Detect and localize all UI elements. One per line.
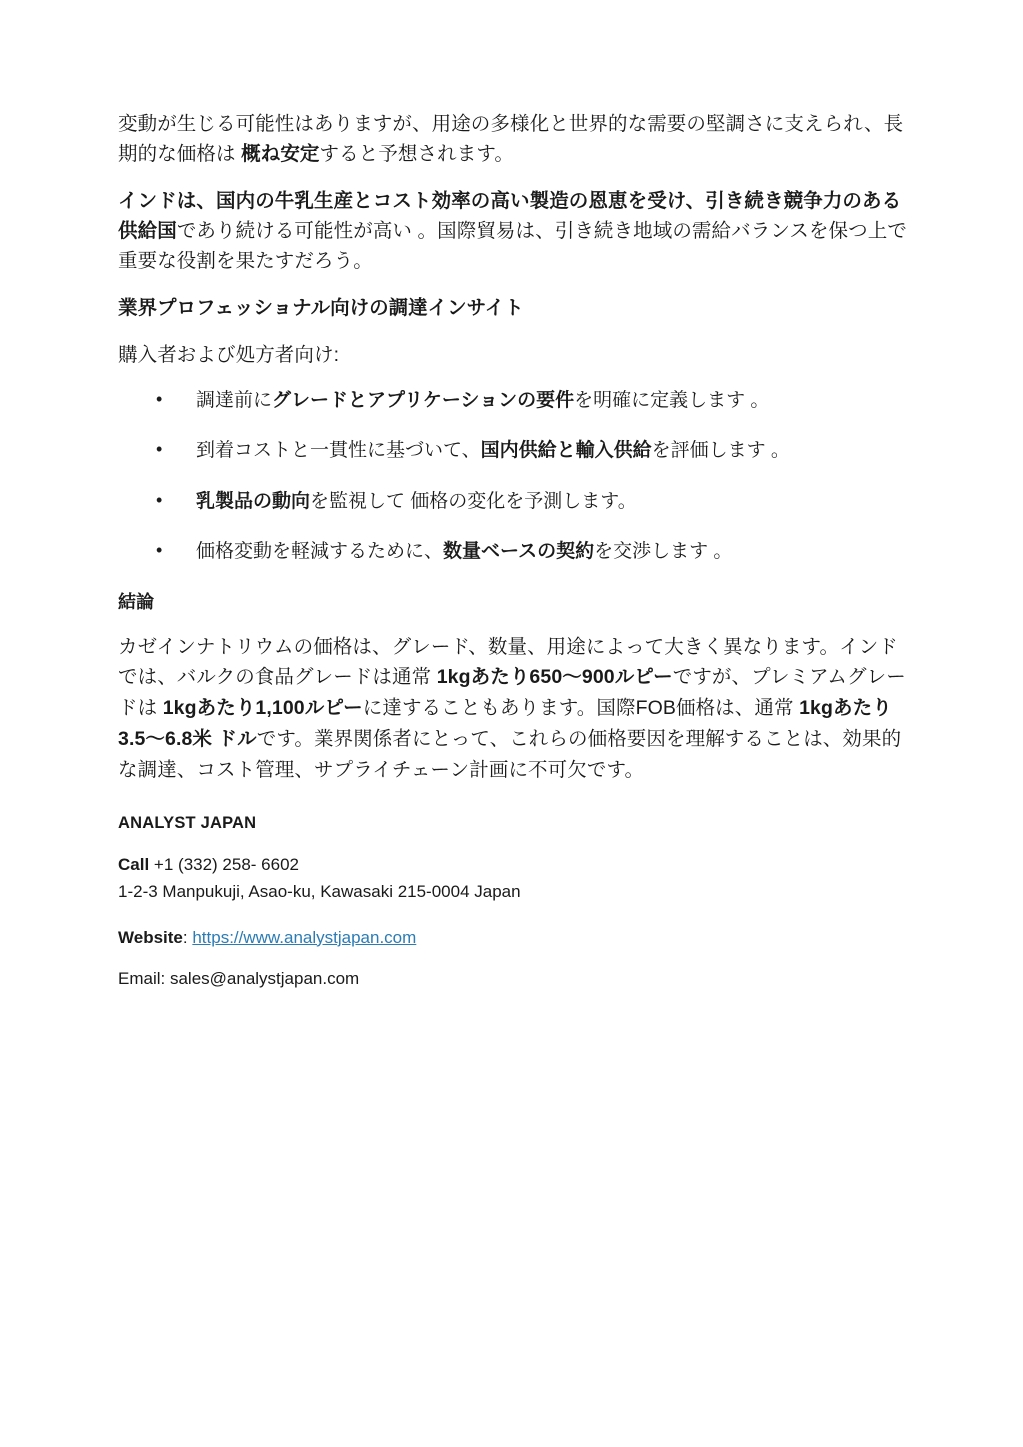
bullet-1-text-b: を明確に定義します 。 (574, 389, 770, 411)
bullet-1-bold-a: グレードとアプリケーションの要件 (272, 389, 575, 411)
conclusion-bold-a: 1kgあたり650〜900ルピー (436, 666, 673, 689)
subheading-buyers: 購入者および処方者向け: (118, 344, 340, 367)
paragraph-conclusion (118, 632, 908, 786)
postal-address: 1-2-3 Manpukuji, Asao-ku, Kawasaki 215-0004 Japan (118, 882, 521, 902)
paragraph-1-text-b: すると予想されます。 (319, 142, 514, 165)
bullet-3-text-b: を監視して 価格の変化を予測します。 (310, 490, 637, 512)
contact-email (118, 969, 908, 989)
paragraph-1-text-a: 変動が生じる可能性はありますが、用途の多様化と世界的な需要の堅調さに支えられ、長期的な価格は (118, 113, 904, 165)
website-link[interactable]: https://www.analystjapan.com (192, 927, 417, 947)
conclusion-text-c: に達することもあります。国際FOB価格は、通常 (362, 697, 800, 720)
bullet-3-bold-a: 乳製品の動向 (196, 490, 311, 512)
company-name: ANALYST JAPAN (118, 813, 257, 832)
list-item (118, 387, 908, 416)
conclusion-text-d: です。業界関係者にとって、これらの価格要因を理解することは、効果的な調達、コスト管理、サプライチェーン計画に不可欠です。 (118, 728, 902, 781)
bullet-4-text-b: を交渉します 。 (594, 541, 733, 563)
phone-number: +1 (332) 258- 6602 (153, 854, 300, 874)
list-item (118, 488, 908, 517)
contact-website (118, 924, 908, 952)
paragraph-1-bold-a: 概ね安定 (241, 142, 320, 165)
list-item (118, 538, 908, 567)
bullet-2-text-b: を評価します 。 (651, 440, 790, 462)
bullet-1-text-a: 調達前に (196, 389, 273, 411)
email-address: sales@analystjapan.com (169, 969, 360, 989)
conclusion-text-b: ですが、プレミアムグレードは (118, 666, 906, 720)
email-label: Email: (118, 969, 166, 989)
contact-phone-address (118, 851, 908, 906)
paragraph-india-supply (118, 187, 908, 276)
bullet-4-text-a: 価格変動を軽減するために、 (196, 541, 444, 563)
paragraph-market-outlook (118, 110, 908, 169)
document-body (118, 110, 908, 989)
website-label: Website (118, 927, 183, 947)
bullet-list-procurement (118, 387, 908, 567)
call-label: Call (118, 854, 150, 874)
section-heading-conclusion: 結論 (118, 591, 154, 612)
bullet-2-text-a: 到着コストと一貫性に基づいて、 (196, 440, 481, 462)
bullet-4-bold-a: 数量ベースの契約 (443, 541, 595, 563)
paragraph-2-bold-a: インドは、国内の牛乳生産とコスト効率の高い製造の恩恵を受け、引き続き競争力のある供給国 (118, 190, 902, 242)
conclusion-text-a: カゼインナトリウムの価格は、グレード、数量、用途によって大きく異なります。インドでは、バルクの食品グレードは通常 (118, 635, 898, 689)
paragraph-2-text-a: であり続ける可能性が高い 。国際貿易は、引き続き地域の需給バランスを保つ上で重要な役割を果たすだろう。 (118, 219, 907, 272)
website-separator: : (182, 927, 188, 947)
footer-contact-block (118, 814, 908, 990)
list-item (118, 437, 908, 466)
conclusion-bold-c: 1kgあたり3.5〜6.8米 ドル (118, 697, 892, 751)
bullet-2-bold-a: 国内供給と輸入供給 (480, 440, 652, 462)
conclusion-bold-b: 1kgあたり1,100ルピー (162, 697, 363, 720)
section-heading-procurement-insights: 業界プロフェッショナル向けの調達インサイト (118, 297, 524, 320)
